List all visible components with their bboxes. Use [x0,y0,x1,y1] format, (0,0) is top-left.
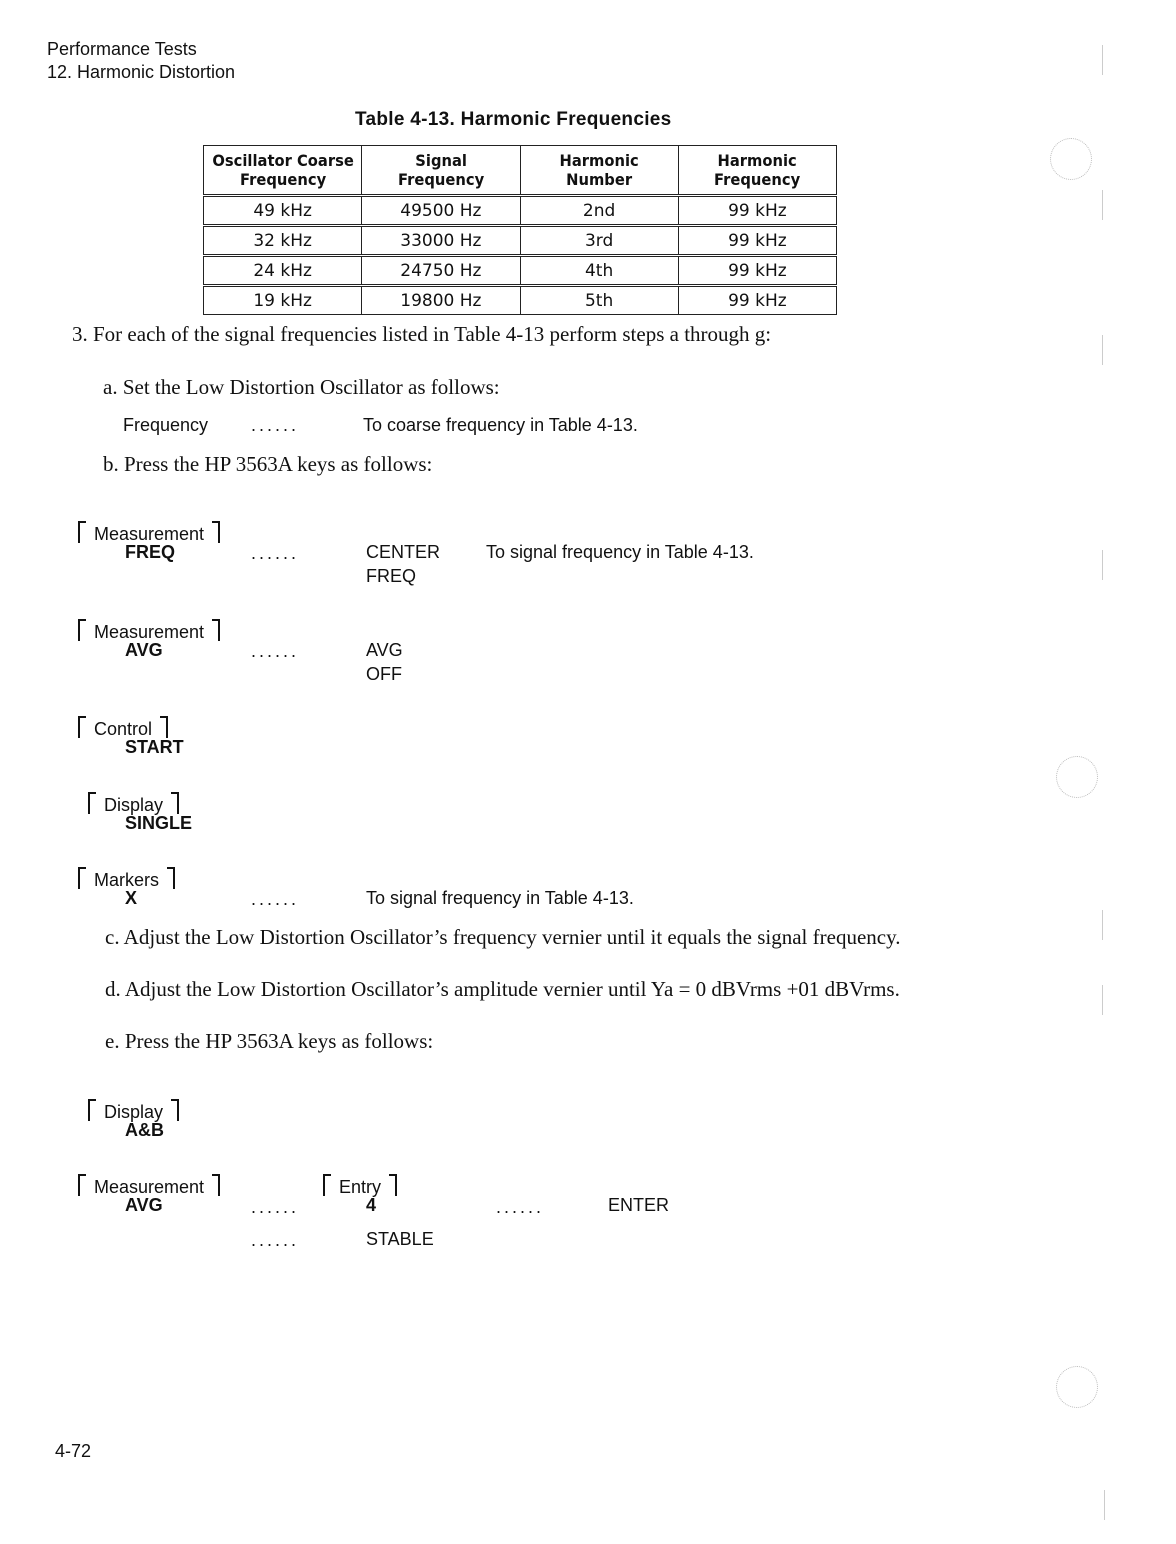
bracket-left [78,1174,86,1196]
table-cell: 3rd [520,226,678,256]
step-d-instruction: d. Adjust the Low Distortion Oscillator’s amplitude vernier until Ya = 0 dBVrms +01 dBVrms. [105,977,900,1001]
table-cell: 32 kHz [204,226,362,256]
table-title: Table 4-13. Harmonic Frequencies [355,109,672,130]
binder-hole [1056,756,1098,798]
subsection-title: 12. Harmonic Distortion [47,62,236,82]
table-cell: 99 kHz [678,196,836,226]
setting-value: To coarse frequency in Table 4-13. [363,415,638,435]
center-freq-softkey-line1: CENTER [366,542,441,562]
table-row [204,196,837,226]
leader-dots: ...... [251,1197,300,1217]
key-group-measurement: Measurement [78,1171,220,1198]
entry-note: To signal frequency in Table 4-13. [366,888,634,908]
avg-off-softkey-line1: AVG [366,640,403,660]
bracket-left [78,521,86,543]
freq-key: FREQ [125,542,176,562]
table-cell: 4th [520,256,678,286]
leader-dots: ...... [251,543,300,563]
table-row [204,256,837,286]
avg-off-softkey-line2: OFF [366,664,402,684]
table-cell: 2nd [520,196,678,226]
entry-4-key: 4 [366,1195,377,1215]
bracket-left [88,792,96,814]
margin-mark [1102,550,1103,580]
key-group-display: Display [88,1096,179,1123]
margin-mark [1102,910,1103,940]
table-header-row [204,146,837,196]
binder-hole [1056,1366,1098,1408]
margin-mark [1102,335,1103,365]
bracket-left [78,619,86,641]
bracket-right [167,867,175,889]
leader-dots: ...... [251,889,300,909]
bracket-right [171,1099,179,1121]
bracket-right [160,716,168,738]
margin-mark [1104,1490,1105,1520]
table-cell: 24 kHz [204,256,362,286]
column-header: Signal Frequency [368,146,514,196]
single-key: SINGLE [125,813,193,833]
entry-note: To signal frequency in Table 4-13. [486,542,754,562]
margin-mark [1102,190,1103,220]
a-and-b-key: A&B [125,1120,164,1140]
leader-dots: ...... [251,415,300,435]
key-group-measurement: Measurement [78,518,220,545]
bracket-right [212,1174,220,1196]
key-group-display: Display [88,789,179,816]
start-key: START [125,737,184,757]
table-cell: 5th [520,286,678,315]
bracket-left [88,1099,96,1121]
table-cell: 33000 Hz [362,226,520,256]
table-cell: 99 kHz [678,286,836,315]
section-title: Performance Tests [47,39,197,59]
x-marker-key: X [125,888,138,908]
column-header: Harmonic Number [526,146,672,196]
stable-softkey: STABLE [366,1229,434,1249]
table-cell: 99 kHz [678,256,836,286]
step-c-instruction: c. Adjust the Low Distortion Oscillator’s frequency vernier until it equals the signal frequency. [105,925,901,949]
table-cell: 24750 Hz [362,256,520,286]
key-group-entry: Entry [323,1171,397,1198]
key-group-markers: Markers [78,864,175,891]
bracket-left [78,716,86,738]
table-cell: 49 kHz [204,196,362,226]
step-3-instruction: 3. For each of the signal frequencies listed in Table 4-13 perform steps a through g: [72,322,772,346]
page-number: 4-72 [55,1441,92,1461]
avg-key: AVG [125,640,163,660]
step-e-instruction: e. Press the HP 3563A keys as follows: [105,1029,434,1053]
table-cell: 49500 Hz [362,196,520,226]
table-cell: 19 kHz [204,286,362,315]
key-group-control: Control [78,713,168,740]
binder-hole [1050,138,1092,180]
leader-dots: ...... [251,1230,300,1250]
setting-label: Frequency [123,415,209,435]
bracket-right [212,521,220,543]
step-b-instruction: b. Press the HP 3563A keys as follows: [103,452,433,476]
margin-mark [1102,985,1103,1015]
bracket-right [212,619,220,641]
leader-dots: ...... [251,641,300,661]
bracket-right [389,1174,397,1196]
leader-dots: ...... [496,1197,545,1217]
bracket-left [323,1174,331,1196]
column-header: Oscillator Coarse Frequency [210,146,356,196]
bracket-left [78,867,86,889]
key-group-measurement: Measurement [78,616,220,643]
avg-key: AVG [125,1195,163,1215]
table-cell: 19800 Hz [362,286,520,315]
bracket-right [171,792,179,814]
enter-key: ENTER [608,1195,670,1215]
center-freq-softkey-line2: FREQ [366,566,417,586]
table-row [204,286,837,315]
table-cell: 99 kHz [678,226,836,256]
table-row [204,226,837,256]
harmonic-frequencies-table [203,145,837,315]
step-a-instruction: a. Set the Low Distortion Oscillator as follows: [103,375,500,399]
margin-mark [1102,45,1103,75]
column-header: Harmonic Frequency [685,146,831,196]
